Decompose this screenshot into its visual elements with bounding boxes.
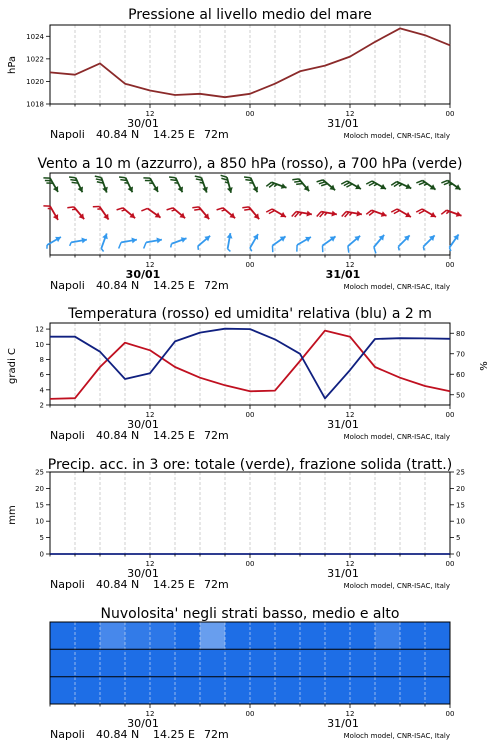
y-tick-label: 25 bbox=[456, 468, 465, 477]
date-label: 30/01 bbox=[127, 567, 159, 580]
location-lon: 14.25 E bbox=[153, 279, 195, 292]
x-tick-label: 00 bbox=[445, 110, 455, 118]
wind-barb bbox=[93, 206, 109, 219]
location-city: Napoli bbox=[50, 728, 85, 741]
barb-feather bbox=[195, 176, 201, 177]
y-tick-label: 70 bbox=[456, 350, 465, 359]
model-credit: Moloch model, CNR-ISAC, Italy bbox=[343, 433, 450, 441]
wind-barb bbox=[416, 209, 436, 217]
barb-feather bbox=[198, 246, 199, 250]
cloud-cell bbox=[275, 649, 301, 676]
cloud-panel bbox=[50, 606, 454, 741]
cloud-cell bbox=[100, 649, 126, 676]
precipitation-y-label: mm bbox=[7, 505, 18, 525]
barb-feather bbox=[120, 180, 127, 181]
barb-feather bbox=[67, 207, 74, 208]
cloud-cell bbox=[250, 622, 276, 649]
cloud-cell bbox=[175, 622, 201, 649]
date-label: 31/01 bbox=[327, 717, 359, 730]
wind-barb bbox=[297, 237, 311, 252]
barb-feather bbox=[69, 177, 76, 178]
barb-feather bbox=[225, 182, 229, 183]
barb-feather bbox=[228, 249, 231, 252]
cloud-cell bbox=[425, 649, 451, 676]
x-tick-label: 12 bbox=[145, 110, 155, 118]
barb-feather bbox=[296, 183, 303, 184]
wind-barb bbox=[119, 238, 137, 249]
barb-feather bbox=[398, 247, 399, 251]
cloud-cell bbox=[250, 677, 276, 704]
barb-feather bbox=[419, 182, 425, 185]
y-tick-label: 1022 bbox=[26, 55, 44, 64]
barb-feather bbox=[441, 180, 447, 183]
barb-feather bbox=[171, 244, 172, 248]
pressure-panel bbox=[7, 7, 454, 141]
date-label: 30/01 bbox=[127, 117, 159, 130]
wind-barb bbox=[391, 182, 411, 189]
x-tick-label: 00 bbox=[445, 261, 455, 269]
wind-barb bbox=[366, 181, 386, 189]
wind-barb bbox=[342, 211, 362, 217]
date-label: 31/01 bbox=[327, 567, 359, 580]
wind-barb bbox=[144, 238, 162, 249]
barb-arrowhead bbox=[227, 187, 233, 193]
barb-feather bbox=[245, 180, 252, 181]
temperature-y-label: gradi C bbox=[7, 348, 18, 384]
temperature-x-ticks bbox=[50, 405, 454, 419]
cloud-x-ticks bbox=[50, 704, 454, 718]
barb-feather bbox=[192, 207, 199, 208]
wind-barb bbox=[244, 177, 258, 192]
cloud-cell bbox=[250, 649, 276, 676]
wind-barb bbox=[317, 211, 337, 217]
x-tick-label: 12 bbox=[145, 261, 155, 269]
barb-feather bbox=[399, 184, 402, 186]
cloud-cell bbox=[300, 677, 326, 704]
wind-barb bbox=[322, 236, 335, 252]
wind-barb bbox=[195, 176, 208, 192]
pressure-y-label: hPa bbox=[7, 55, 18, 75]
wind-barb bbox=[242, 207, 259, 219]
wind-barb bbox=[47, 237, 61, 249]
wind-barb bbox=[317, 180, 336, 190]
x-tick-label: 00 bbox=[245, 710, 255, 718]
x-tick-label: 00 bbox=[245, 411, 255, 419]
cloud-cell bbox=[75, 677, 101, 704]
wind-barb bbox=[69, 177, 83, 192]
model-credit: Moloch model, CNR-ISAC, Italy bbox=[343, 132, 450, 140]
cloud-cell bbox=[200, 622, 226, 649]
barb-feather bbox=[172, 210, 176, 211]
y-tick-label: 10 bbox=[456, 517, 465, 526]
model-credit: Moloch model, CNR-ISAC, Italy bbox=[343, 732, 450, 740]
cloud-cell bbox=[225, 622, 251, 649]
wind-barb bbox=[117, 208, 136, 218]
y-tick-label: 15 bbox=[456, 501, 465, 510]
wind-barb bbox=[441, 180, 460, 189]
location-lon: 14.25 E bbox=[153, 128, 195, 141]
barb-feather bbox=[444, 182, 450, 185]
x-tick-label: 12 bbox=[345, 560, 355, 568]
location-elevation: 72m bbox=[204, 429, 229, 442]
wind-barb bbox=[250, 234, 258, 251]
wind-barb bbox=[266, 182, 286, 189]
pressure-title: Pressione al livello medio del mare bbox=[128, 7, 372, 23]
barb-feather bbox=[72, 209, 76, 210]
precipitation-panel bbox=[7, 457, 465, 591]
precipitation-title: Precip. acc. in 3 ore: totale (verde), frazione solida (tratt.) bbox=[47, 457, 453, 473]
y-tick-label: 50 bbox=[456, 391, 465, 400]
y-tick-label: 1018 bbox=[26, 100, 44, 109]
barb-feather bbox=[141, 208, 147, 211]
cloud-cell bbox=[50, 622, 76, 649]
cloud-cell bbox=[175, 649, 201, 676]
cloud-cell bbox=[125, 649, 151, 676]
barb-feather bbox=[449, 184, 452, 185]
pressure-gridlines bbox=[75, 25, 425, 104]
date-label: 31/01 bbox=[327, 418, 359, 431]
cloud-cell bbox=[100, 622, 126, 649]
wind-barb bbox=[43, 178, 58, 192]
barb-feather bbox=[101, 249, 103, 252]
cloud-cell bbox=[75, 622, 101, 649]
barb-feather bbox=[292, 179, 299, 180]
barb-feather bbox=[170, 180, 177, 181]
precipitation-x-ticks bbox=[50, 554, 454, 568]
cloud-cell bbox=[225, 649, 251, 676]
y-tick-label: 15 bbox=[35, 501, 44, 510]
location-elevation: 72m bbox=[204, 128, 229, 141]
wind-barb bbox=[95, 176, 108, 192]
cloud-cell bbox=[300, 649, 326, 676]
temperature-y-ticks bbox=[35, 326, 50, 410]
cloud-cell bbox=[300, 622, 326, 649]
wind-barb bbox=[292, 179, 309, 191]
wind-barb bbox=[272, 236, 285, 252]
cloud-cell bbox=[100, 677, 126, 704]
barb-feather bbox=[274, 184, 277, 186]
location-city: Napoli bbox=[50, 128, 85, 141]
wind-barb bbox=[341, 181, 361, 189]
barb-feather bbox=[119, 242, 121, 248]
barb-feather bbox=[423, 247, 424, 251]
temperature-panel bbox=[7, 306, 490, 442]
cloud-cell bbox=[175, 677, 201, 704]
barb-feather bbox=[222, 210, 226, 211]
cloud-cell bbox=[50, 649, 76, 676]
wind-barb bbox=[441, 210, 461, 217]
wind-barb bbox=[169, 177, 183, 192]
y-tick-label: 6 bbox=[39, 371, 44, 380]
y-tick-label: 80 bbox=[456, 329, 465, 338]
wind-barb bbox=[119, 177, 133, 192]
barb-feather bbox=[144, 242, 146, 248]
y-tick-label: 20 bbox=[35, 484, 44, 493]
x-tick-label: 12 bbox=[145, 560, 155, 568]
cloud-cell bbox=[425, 622, 451, 649]
location-lat: 40.84 N bbox=[96, 128, 140, 141]
barb-feather bbox=[217, 208, 223, 210]
wind-barb bbox=[391, 209, 411, 217]
barb-feather bbox=[122, 210, 126, 211]
cloud-cell bbox=[275, 677, 301, 704]
location-lat: 40.84 N bbox=[96, 279, 140, 292]
y-tick-label: 4 bbox=[39, 386, 44, 395]
cloud-cell bbox=[375, 677, 401, 704]
cloud-cell bbox=[325, 649, 351, 676]
temperature-title: Temperatura (rosso) ed umidita' relativa (blu) a 2 m bbox=[68, 306, 432, 322]
wind-x-ticks bbox=[50, 255, 454, 269]
y-tick-label: 2 bbox=[39, 401, 44, 410]
location-city: Napoli bbox=[50, 279, 85, 292]
barb-feather bbox=[317, 180, 323, 182]
y-tick-label: 60 bbox=[456, 370, 465, 379]
wind-barb bbox=[221, 175, 233, 192]
barb-feather bbox=[244, 177, 251, 178]
y-tick-label: 25 bbox=[35, 468, 44, 477]
wind-barb bbox=[416, 180, 435, 189]
date-label: 31/01 bbox=[327, 117, 359, 130]
cloud-cell bbox=[350, 677, 376, 704]
x-tick-label: 12 bbox=[145, 710, 155, 718]
cloud-cell bbox=[425, 677, 451, 704]
x-tick-label: 00 bbox=[245, 110, 255, 118]
cloud-cell bbox=[375, 622, 401, 649]
y-tick-label: 20 bbox=[456, 484, 465, 493]
barb-feather bbox=[244, 209, 251, 210]
date-label: 30/01 bbox=[127, 418, 159, 431]
wind-barb bbox=[171, 237, 187, 247]
wind-panel bbox=[37, 156, 462, 292]
cloud-cell bbox=[125, 677, 151, 704]
pressure-y-ticks bbox=[26, 33, 50, 109]
barb-feather bbox=[119, 177, 126, 178]
wind-barb bbox=[198, 236, 210, 250]
barb-feather bbox=[200, 182, 204, 183]
barb-feather bbox=[72, 182, 79, 183]
y-tick-label: 0 bbox=[39, 550, 44, 559]
x-tick-label: 12 bbox=[345, 710, 355, 718]
barb-feather bbox=[321, 184, 327, 186]
cloud-cell bbox=[50, 677, 76, 704]
barb-feather bbox=[70, 242, 71, 245]
location-lat: 40.84 N bbox=[96, 728, 140, 741]
cloud-footer bbox=[50, 717, 450, 741]
barb-feather bbox=[374, 247, 376, 253]
wind-barb bbox=[192, 207, 209, 219]
location-lon: 14.25 E bbox=[153, 728, 195, 741]
precipitation-y-ticks-right bbox=[450, 469, 465, 559]
location-lat: 40.84 N bbox=[96, 429, 140, 442]
precipitation-gridlines bbox=[75, 472, 425, 554]
barb-feather bbox=[294, 181, 301, 182]
y-tick-label: 0 bbox=[456, 550, 461, 559]
date-label: 31/01 bbox=[325, 268, 361, 281]
wind-barb bbox=[43, 206, 58, 220]
location-elevation: 72m bbox=[204, 578, 229, 591]
wind-barb bbox=[67, 207, 84, 219]
y-tick-label: 12 bbox=[35, 325, 44, 334]
location-elevation: 72m bbox=[204, 279, 229, 292]
cloud-cell bbox=[200, 677, 226, 704]
date-label: 30/01 bbox=[127, 717, 159, 730]
wind-barb bbox=[227, 233, 233, 251]
y-tick-label: 1020 bbox=[26, 77, 44, 86]
x-tick-label: 12 bbox=[345, 261, 355, 269]
x-tick-label: 12 bbox=[345, 411, 355, 419]
location-lon: 14.25 E bbox=[153, 429, 195, 442]
wind-barb bbox=[449, 234, 458, 251]
wind-footer bbox=[50, 268, 450, 292]
barb-feather bbox=[424, 184, 427, 185]
wind-barbs bbox=[43, 175, 461, 253]
humidity-y-ticks bbox=[450, 330, 465, 400]
wind-barb bbox=[266, 209, 286, 217]
cloud-cell bbox=[275, 622, 301, 649]
location-city: Napoli bbox=[50, 429, 85, 442]
x-tick-label: 00 bbox=[245, 560, 255, 568]
cloud-title: Nuvolosita' negli strati basso, medio e alto bbox=[100, 606, 400, 622]
wind-barb bbox=[292, 211, 312, 217]
cloud-cell bbox=[325, 622, 351, 649]
wind-barb bbox=[217, 208, 236, 218]
cloud-cell bbox=[225, 677, 251, 704]
cloud-cell bbox=[75, 649, 101, 676]
wind-barb bbox=[70, 238, 87, 246]
location-city: Napoli bbox=[50, 578, 85, 591]
cloud-cell bbox=[400, 622, 426, 649]
y-tick-label: 1024 bbox=[26, 32, 44, 41]
x-tick-label: 12 bbox=[145, 411, 155, 419]
cloud-cell bbox=[350, 649, 376, 676]
cloud-cell bbox=[325, 677, 351, 704]
y-tick-label: 5 bbox=[456, 534, 461, 543]
barb-feather bbox=[416, 180, 422, 183]
wind-barb bbox=[366, 210, 386, 217]
barb-feather bbox=[70, 180, 77, 181]
wind-barb bbox=[101, 233, 108, 251]
cloud-cell bbox=[400, 649, 426, 676]
precipitation-footer bbox=[50, 567, 450, 591]
cloud-cell bbox=[150, 622, 176, 649]
barb-feather bbox=[441, 210, 446, 214]
pressure-x-ticks bbox=[50, 104, 454, 118]
x-tick-label: 00 bbox=[445, 411, 455, 419]
barb-feather bbox=[194, 209, 201, 210]
wind-barb bbox=[143, 178, 158, 192]
barb-feather bbox=[167, 208, 173, 210]
barb-feather bbox=[348, 246, 349, 253]
y-tick-label: 8 bbox=[39, 355, 44, 364]
cloud-cell bbox=[125, 622, 151, 649]
wind-barb bbox=[374, 235, 384, 254]
model-credit: Moloch model, CNR-ISAC, Italy bbox=[343, 582, 450, 590]
temperature-footer bbox=[50, 418, 450, 442]
barb-feather bbox=[169, 177, 176, 178]
pressure-footer bbox=[50, 117, 450, 141]
x-tick-label: 00 bbox=[445, 560, 455, 568]
location-elevation: 72m bbox=[204, 728, 229, 741]
humidity-y-label: % bbox=[479, 361, 490, 371]
barb-feather bbox=[446, 211, 449, 213]
cloud-cell bbox=[200, 649, 226, 676]
barb-feather bbox=[221, 175, 227, 177]
wind-barb bbox=[167, 208, 186, 218]
x-tick-label: 12 bbox=[345, 110, 355, 118]
barb-feather bbox=[374, 184, 377, 186]
location-lat: 40.84 N bbox=[96, 578, 140, 591]
location-lon: 14.25 E bbox=[153, 578, 195, 591]
barb-feather bbox=[95, 176, 101, 177]
cloud-cell bbox=[375, 649, 401, 676]
x-tick-label: 00 bbox=[245, 261, 255, 269]
wind-title: Vento a 10 m (azzurro), a 850 hPa (rosso), a 700 hPa (verde) bbox=[37, 156, 463, 172]
wind-gridlines bbox=[75, 173, 425, 255]
cloud-cell bbox=[400, 677, 426, 704]
barb-feather bbox=[242, 207, 249, 208]
date-label: 30/01 bbox=[125, 268, 161, 281]
precipitation-y-ticks bbox=[35, 469, 50, 559]
barb-feather bbox=[319, 182, 325, 184]
wind-barb bbox=[141, 208, 160, 217]
y-tick-label: 5 bbox=[39, 534, 44, 543]
barb-feather bbox=[117, 208, 123, 210]
cloud-cell bbox=[150, 649, 176, 676]
model-credit: Moloch model, CNR-ISAC, Italy bbox=[343, 283, 450, 291]
y-tick-label: 10 bbox=[35, 517, 44, 526]
y-tick-label: 10 bbox=[35, 340, 44, 349]
cloud-cell bbox=[150, 677, 176, 704]
cloud-cell bbox=[350, 622, 376, 649]
x-tick-label: 00 bbox=[445, 710, 455, 718]
